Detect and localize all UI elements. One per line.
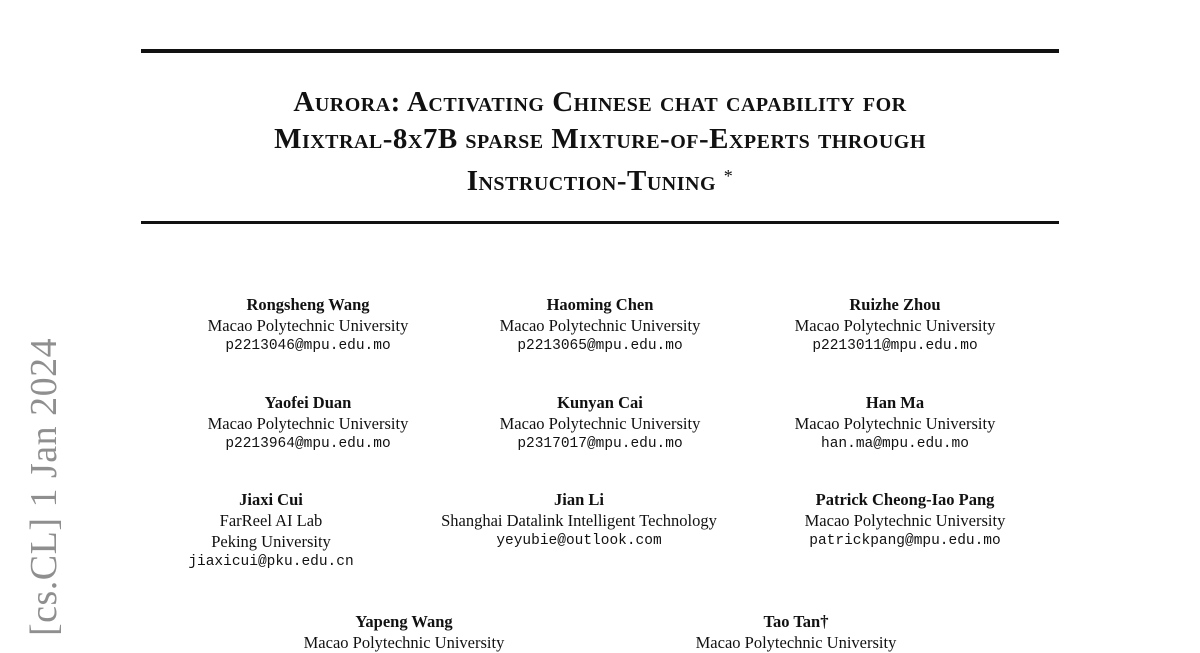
- author-email[interactable]: patrickpang@mpu.edu.mo: [809, 533, 1001, 549]
- top-rule: [141, 49, 1059, 53]
- author-block: [745, 489, 1065, 552]
- author-email[interactable]: han.ma@mpu.edu.mo: [821, 436, 969, 452]
- author-email[interactable]: p2213046@mpu.edu.mo: [225, 338, 391, 354]
- author-affiliation: Macao Polytechnic University: [794, 316, 996, 335]
- author-name: Jian Li: [554, 490, 604, 509]
- title-line-1: Aurora: Activating Chinese chat capability for: [293, 86, 907, 118]
- author-email[interactable]: p2213964@mpu.edu.mo: [225, 436, 391, 452]
- author-affiliation: Macao Polytechnic University: [499, 316, 701, 335]
- title-line-3-text: Instruction-Tuning: [466, 165, 717, 197]
- author-name: Tao Tan†: [763, 612, 829, 631]
- author-block: [148, 392, 468, 455]
- title-line-2: Mixtral-8x7B sparse Mixture-of-Experts through: [274, 123, 926, 155]
- author-affiliation: Macao Polytechnic University: [303, 633, 505, 652]
- author-block: [419, 489, 739, 552]
- author-email[interactable]: p2213011@mpu.edu.mo: [812, 338, 978, 354]
- author-affiliation: FarReel AI Lab: [219, 511, 323, 530]
- author-affiliation: Macao Polytechnic University: [499, 414, 701, 433]
- author-block: [148, 294, 468, 357]
- author-affiliation: Shanghai Datalink Intelligent Technology: [441, 511, 717, 530]
- author-name: Rongsheng Wang: [246, 295, 370, 314]
- author-affiliation: Macao Polytechnic University: [695, 633, 897, 652]
- author-block: [244, 611, 564, 653]
- author-name: Patrick Cheong-Iao Pang: [815, 490, 995, 509]
- author-block: [735, 294, 1055, 357]
- author-name: Yapeng Wang: [355, 612, 453, 631]
- author-name: Yaofei Duan: [264, 393, 352, 412]
- author-email[interactable]: jiaxicui@pku.edu.cn: [188, 554, 354, 570]
- paper-title: [141, 84, 1059, 200]
- author-block: [636, 611, 956, 653]
- author-name: Haoming Chen: [546, 295, 654, 314]
- author-affiliation: Macao Polytechnic University: [207, 414, 409, 433]
- arxiv-stamp: [cs.CL] 1 Jan 2024: [23, 337, 65, 636]
- author-email[interactable]: yeyubie@outlook.com: [496, 533, 662, 549]
- author-name: Jiaxi Cui: [239, 490, 303, 509]
- title-footnote-mark: *: [723, 166, 734, 186]
- author-block: [735, 392, 1055, 455]
- author-affiliation: Macao Polytechnic University: [207, 316, 409, 335]
- author-block: [111, 489, 431, 573]
- author-affiliation: Macao Polytechnic University: [804, 511, 1006, 530]
- author-affiliation: Peking University: [211, 532, 331, 551]
- author-name: Han Ma: [865, 393, 925, 412]
- title-line-3: [141, 158, 1059, 200]
- author-block: [440, 294, 760, 357]
- author-name: Ruizhe Zhou: [849, 295, 941, 314]
- author-block: [440, 392, 760, 455]
- author-email[interactable]: p2213065@mpu.edu.mo: [517, 338, 683, 354]
- author-name: Kunyan Cai: [557, 393, 643, 412]
- author-affiliation: Macao Polytechnic University: [794, 414, 996, 433]
- author-email[interactable]: p2317017@mpu.edu.mo: [517, 436, 683, 452]
- bottom-rule: [141, 221, 1059, 224]
